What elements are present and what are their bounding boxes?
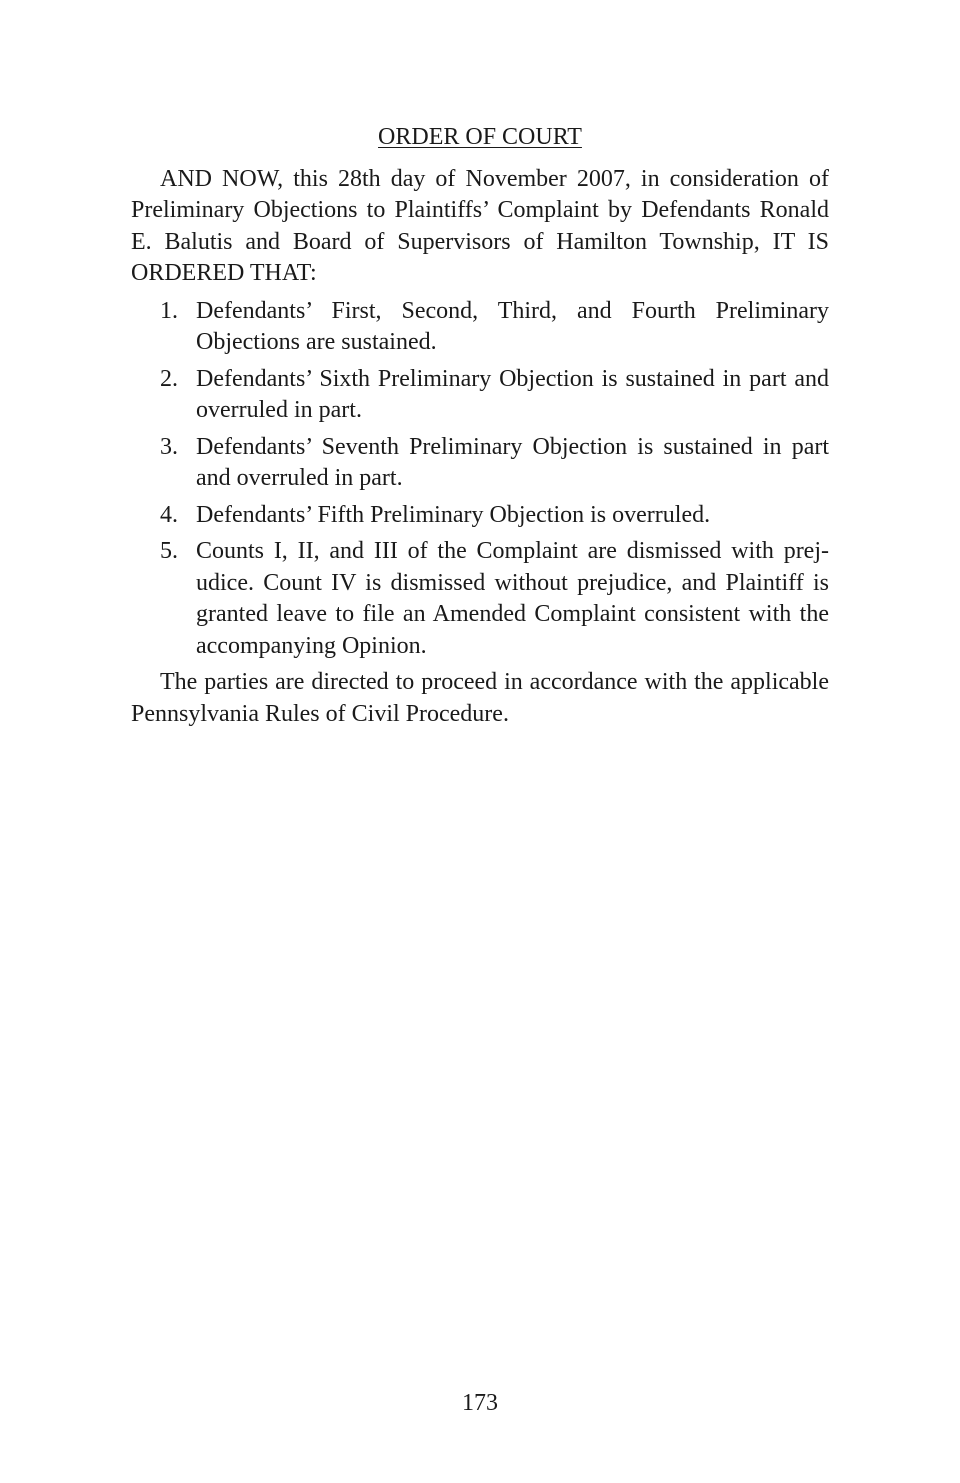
item-number: 4	[160, 501, 172, 528]
closing-paragraph: The parties are directed to proceed in accordance with the applicable Pennsylvania Rules of Civil Procedure.	[131, 669, 829, 727]
item-number: 3	[160, 433, 172, 460]
list-item: 4 . Defendants’ Fifth Preliminary Objection is overruled.	[131, 500, 829, 532]
document-page	[131, 122, 829, 730]
intro-paragraph: AND NOW, this 28th day of November 2007, in consideration of Preliminary Objections to Plaintiffs’ Complaint by Defendants Ronald E. Balutis and Board of Supervisors of Hamilton Township, IT IS ORDERED THAT:	[131, 165, 829, 286]
order-list	[131, 296, 829, 663]
item-text: Counts I, II, and III of the Complaint are dismissed with prejudice. Count IV is dismissed without prejudice, and Plaintiff is granted leave to file an Amended Complaint consistent with the accompanying Opinion.	[196, 538, 829, 659]
item-number: 5	[160, 538, 172, 564]
list-item: 1 . Defendants’ First, Second, Third, and Fourth Preliminary Objections are sustained.	[131, 296, 829, 359]
item-text: Defendants’ Seventh Preliminary Objection is sustained in part and overruled in part.	[196, 433, 829, 491]
list-item: 3 . Defendants’ Seventh Preliminary Objection is sustained in part and overruled in part.	[131, 432, 829, 495]
order-heading: ORDER OF COURT	[378, 124, 582, 150]
page-number: 173	[462, 1390, 498, 1416]
item-number: 2	[160, 365, 172, 392]
item-text: Defendants’ Fifth Preliminary Objection is overruled.	[196, 501, 711, 528]
item-number: 1	[160, 297, 172, 324]
list-item: 2 . Defendants’ Sixth Preliminary Objection is sustained in part and overruled in part.	[131, 364, 829, 427]
item-text: Defendants’ First, Second, Third, and Fourth Preliminary Objections are sustained.	[196, 297, 829, 355]
list-item: 5 . Counts I, II, and III of the Complaint are dismissed with prejudice. Count IV is dismissed without prejudice, and Plaintiff is granted leave to file an Amended Complaint consistent with the accompanying Opinion.	[131, 536, 829, 662]
item-text: Defendants’ Sixth Preliminary Objection is sustained in part and overruled in part.	[196, 365, 829, 423]
